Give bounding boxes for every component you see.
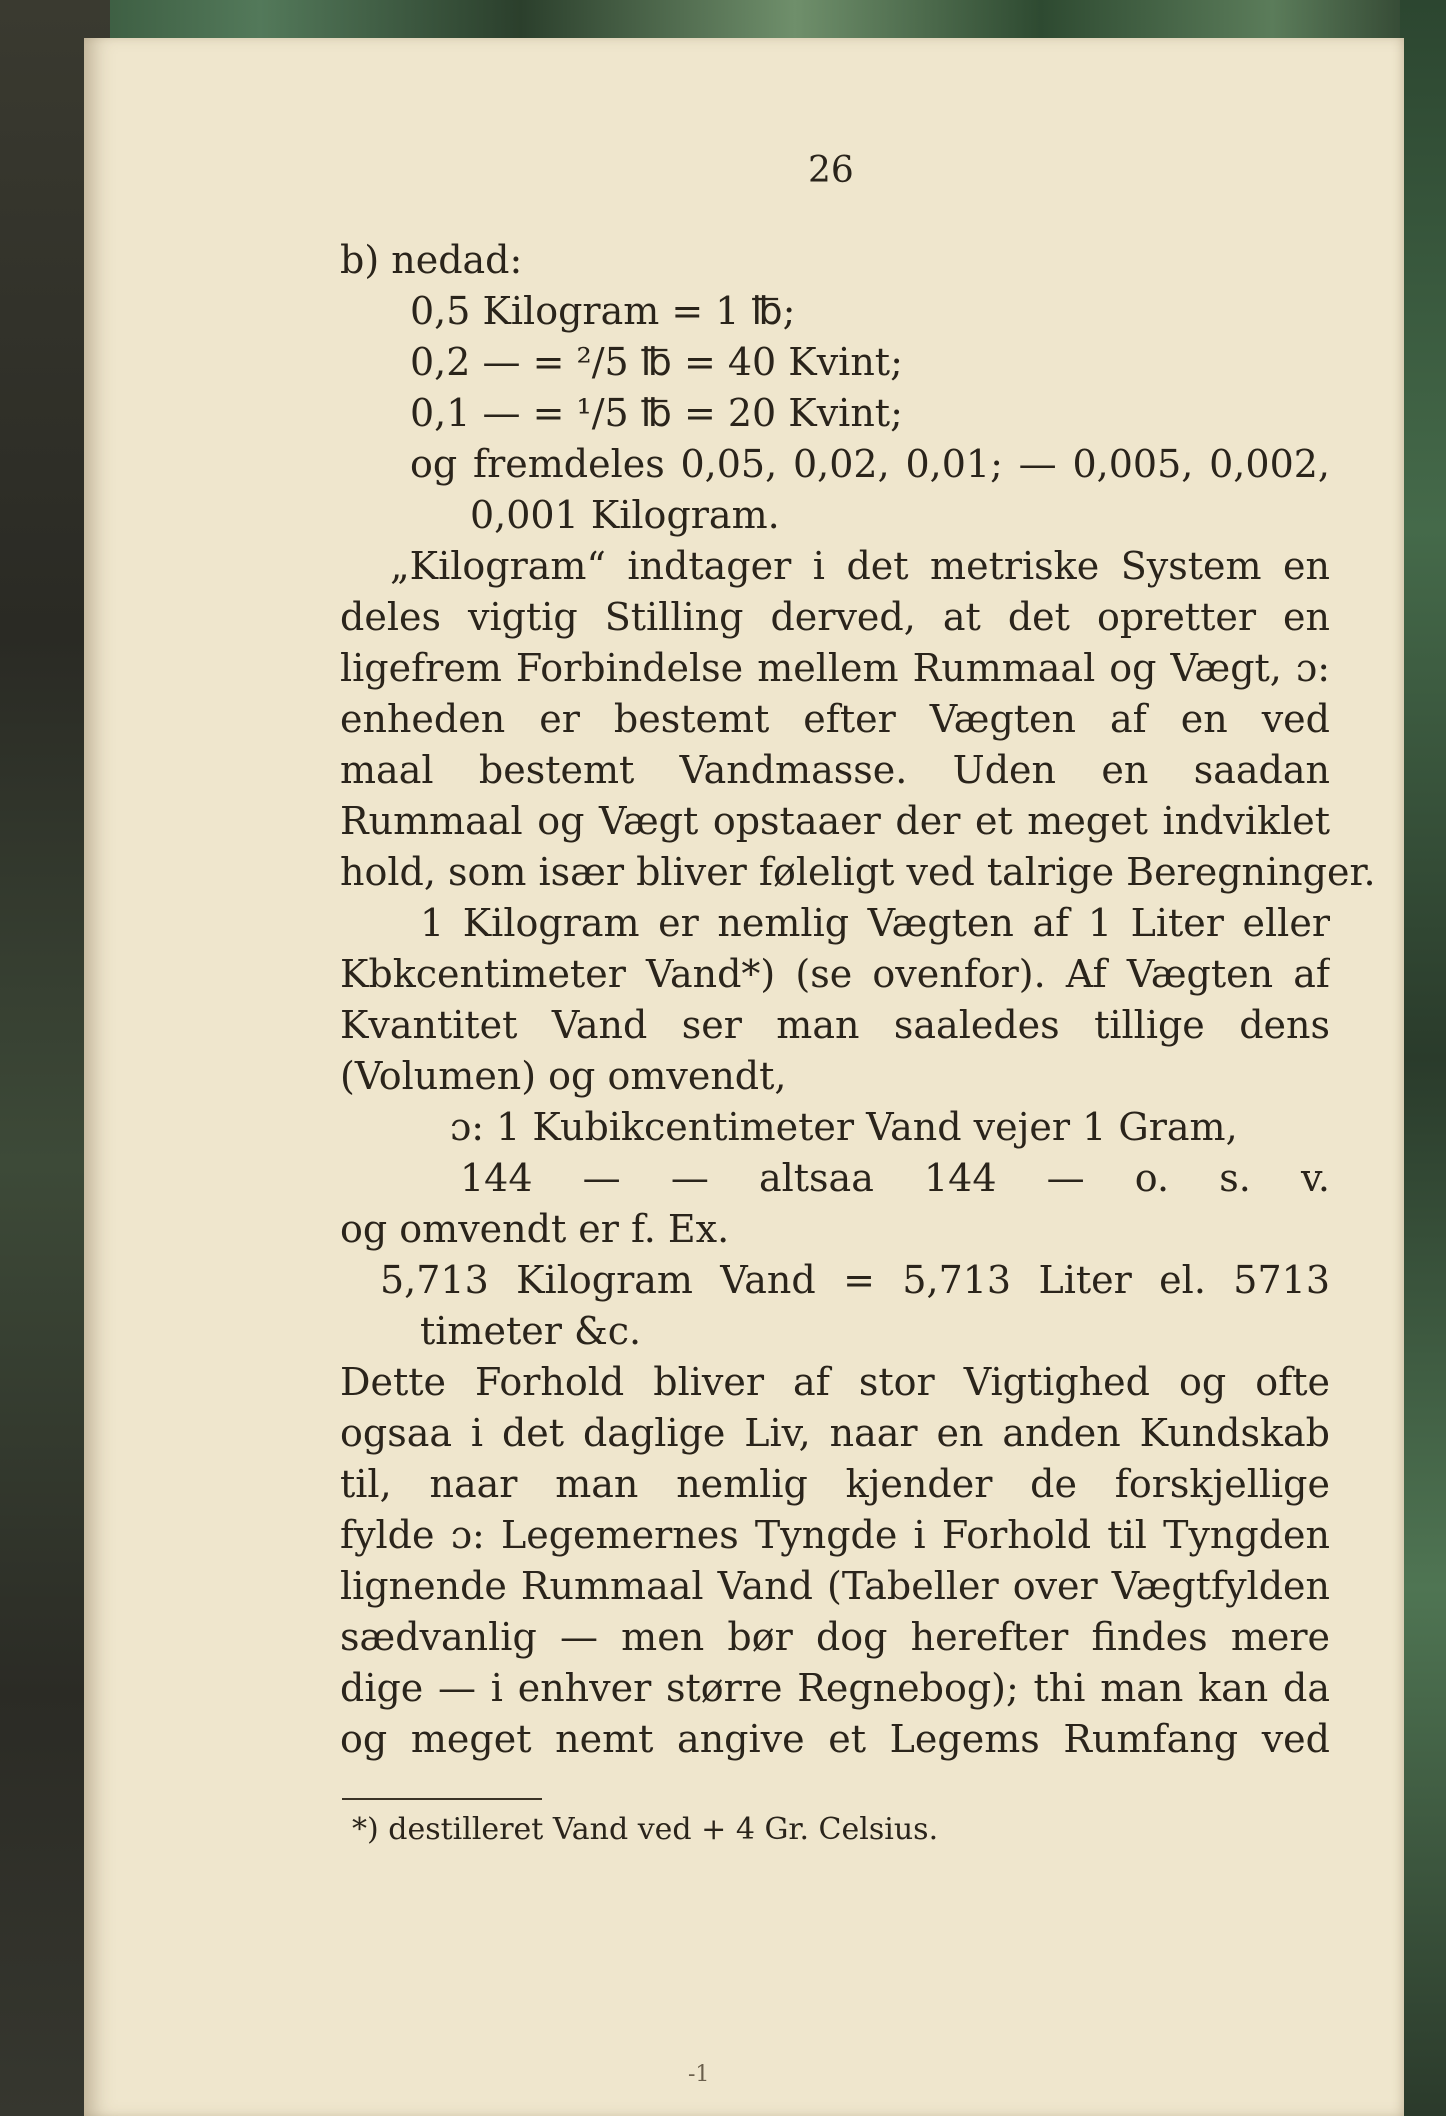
- text-line: enheden er bestemt efter Vægten af en ved: [340, 697, 1330, 741]
- bottom-pencil-mark: -1: [688, 2062, 710, 2087]
- text-line: ɔ: 1 Kubikcentimeter Vand vejer 1 Gram,: [450, 1105, 1238, 1149]
- footnote: *) destilleret Vand ved + 4 Gr. Celsius.: [352, 1812, 939, 1847]
- text-line: 0,2 — = ²/5 ℔ = 40 Kvint;: [410, 340, 903, 384]
- text-line: deles vigtig Stilling derved, at det opretter en: [340, 595, 1330, 639]
- text-line: „Kilogram“ indtager i det metriske System en: [390, 544, 1330, 588]
- text-line: timeter &c.: [420, 1309, 642, 1353]
- text-line: og omvendt er f. Ex.: [340, 1207, 730, 1251]
- text-line: 0,001 Kilogram.: [470, 493, 780, 537]
- text-line: ligefrem Forbindelse mellem Rummaal og Vægt, ɔ:: [340, 646, 1330, 690]
- text-line: 0,5 Kilogram = 1 ℔;: [410, 289, 796, 333]
- text-line: sædvanlig — men bør dog herefter findes mere: [340, 1615, 1330, 1659]
- text-line: maal bestemt Vandmasse. Uden en saadan: [340, 748, 1330, 792]
- text-line: ogsaa i det daglige Liv, naar en anden Kundskab: [340, 1411, 1330, 1455]
- text-line: Rummaal og Vægt opstaaer der et meget indviklet: [340, 799, 1330, 843]
- cover-marbled-right: [1400, 0, 1446, 2116]
- text-line: lignende Rummaal Vand (Tabeller over Vægtfylden: [340, 1564, 1330, 1608]
- text-line: til, naar man nemlig kjender de forskjellige: [340, 1462, 1330, 1506]
- text-line: Dette Forhold bliver af stor Vigtighed og ofte: [340, 1360, 1330, 1404]
- text-line: hold, som især bliver føleligt ved talrige Beregninger.: [340, 850, 1376, 894]
- text-line: fylde ɔ: Legemernes Tyngde i Forhold til Tyngden: [340, 1513, 1330, 1557]
- text-line: 1 Kilogram er nemlig Vægten af 1 Liter eller: [420, 901, 1330, 945]
- page-number: 26: [808, 150, 854, 191]
- text-line: Kvantitet Vand ser man saaledes tillige dens: [340, 1003, 1330, 1047]
- text-line: dige — i enhver større Regnebog); thi man kan da: [340, 1666, 1330, 1710]
- text-line: b) nedad:: [340, 238, 523, 282]
- text-line: 5,713 Kilogram Vand = 5,713 Liter el. 5713: [380, 1258, 1330, 1302]
- text-line: 0,1 — = ¹/5 ℔ = 20 Kvint;: [410, 391, 903, 435]
- footnote-rule: [342, 1798, 542, 1800]
- text-line: Kbkcentimeter Vand*) (se ovenfor). Af Vægten af: [340, 952, 1330, 996]
- text-line: og fremdeles 0,05, 0,02, 0,01; — 0,005, 0,002,: [410, 442, 1330, 486]
- text-line: og meget nemt angive et Legems Rumfang ved: [340, 1717, 1330, 1761]
- text-line: 144 — — altsaa 144 — o. s. v.: [460, 1156, 1330, 1200]
- text-line: (Volumen) og omvendt,: [340, 1054, 787, 1098]
